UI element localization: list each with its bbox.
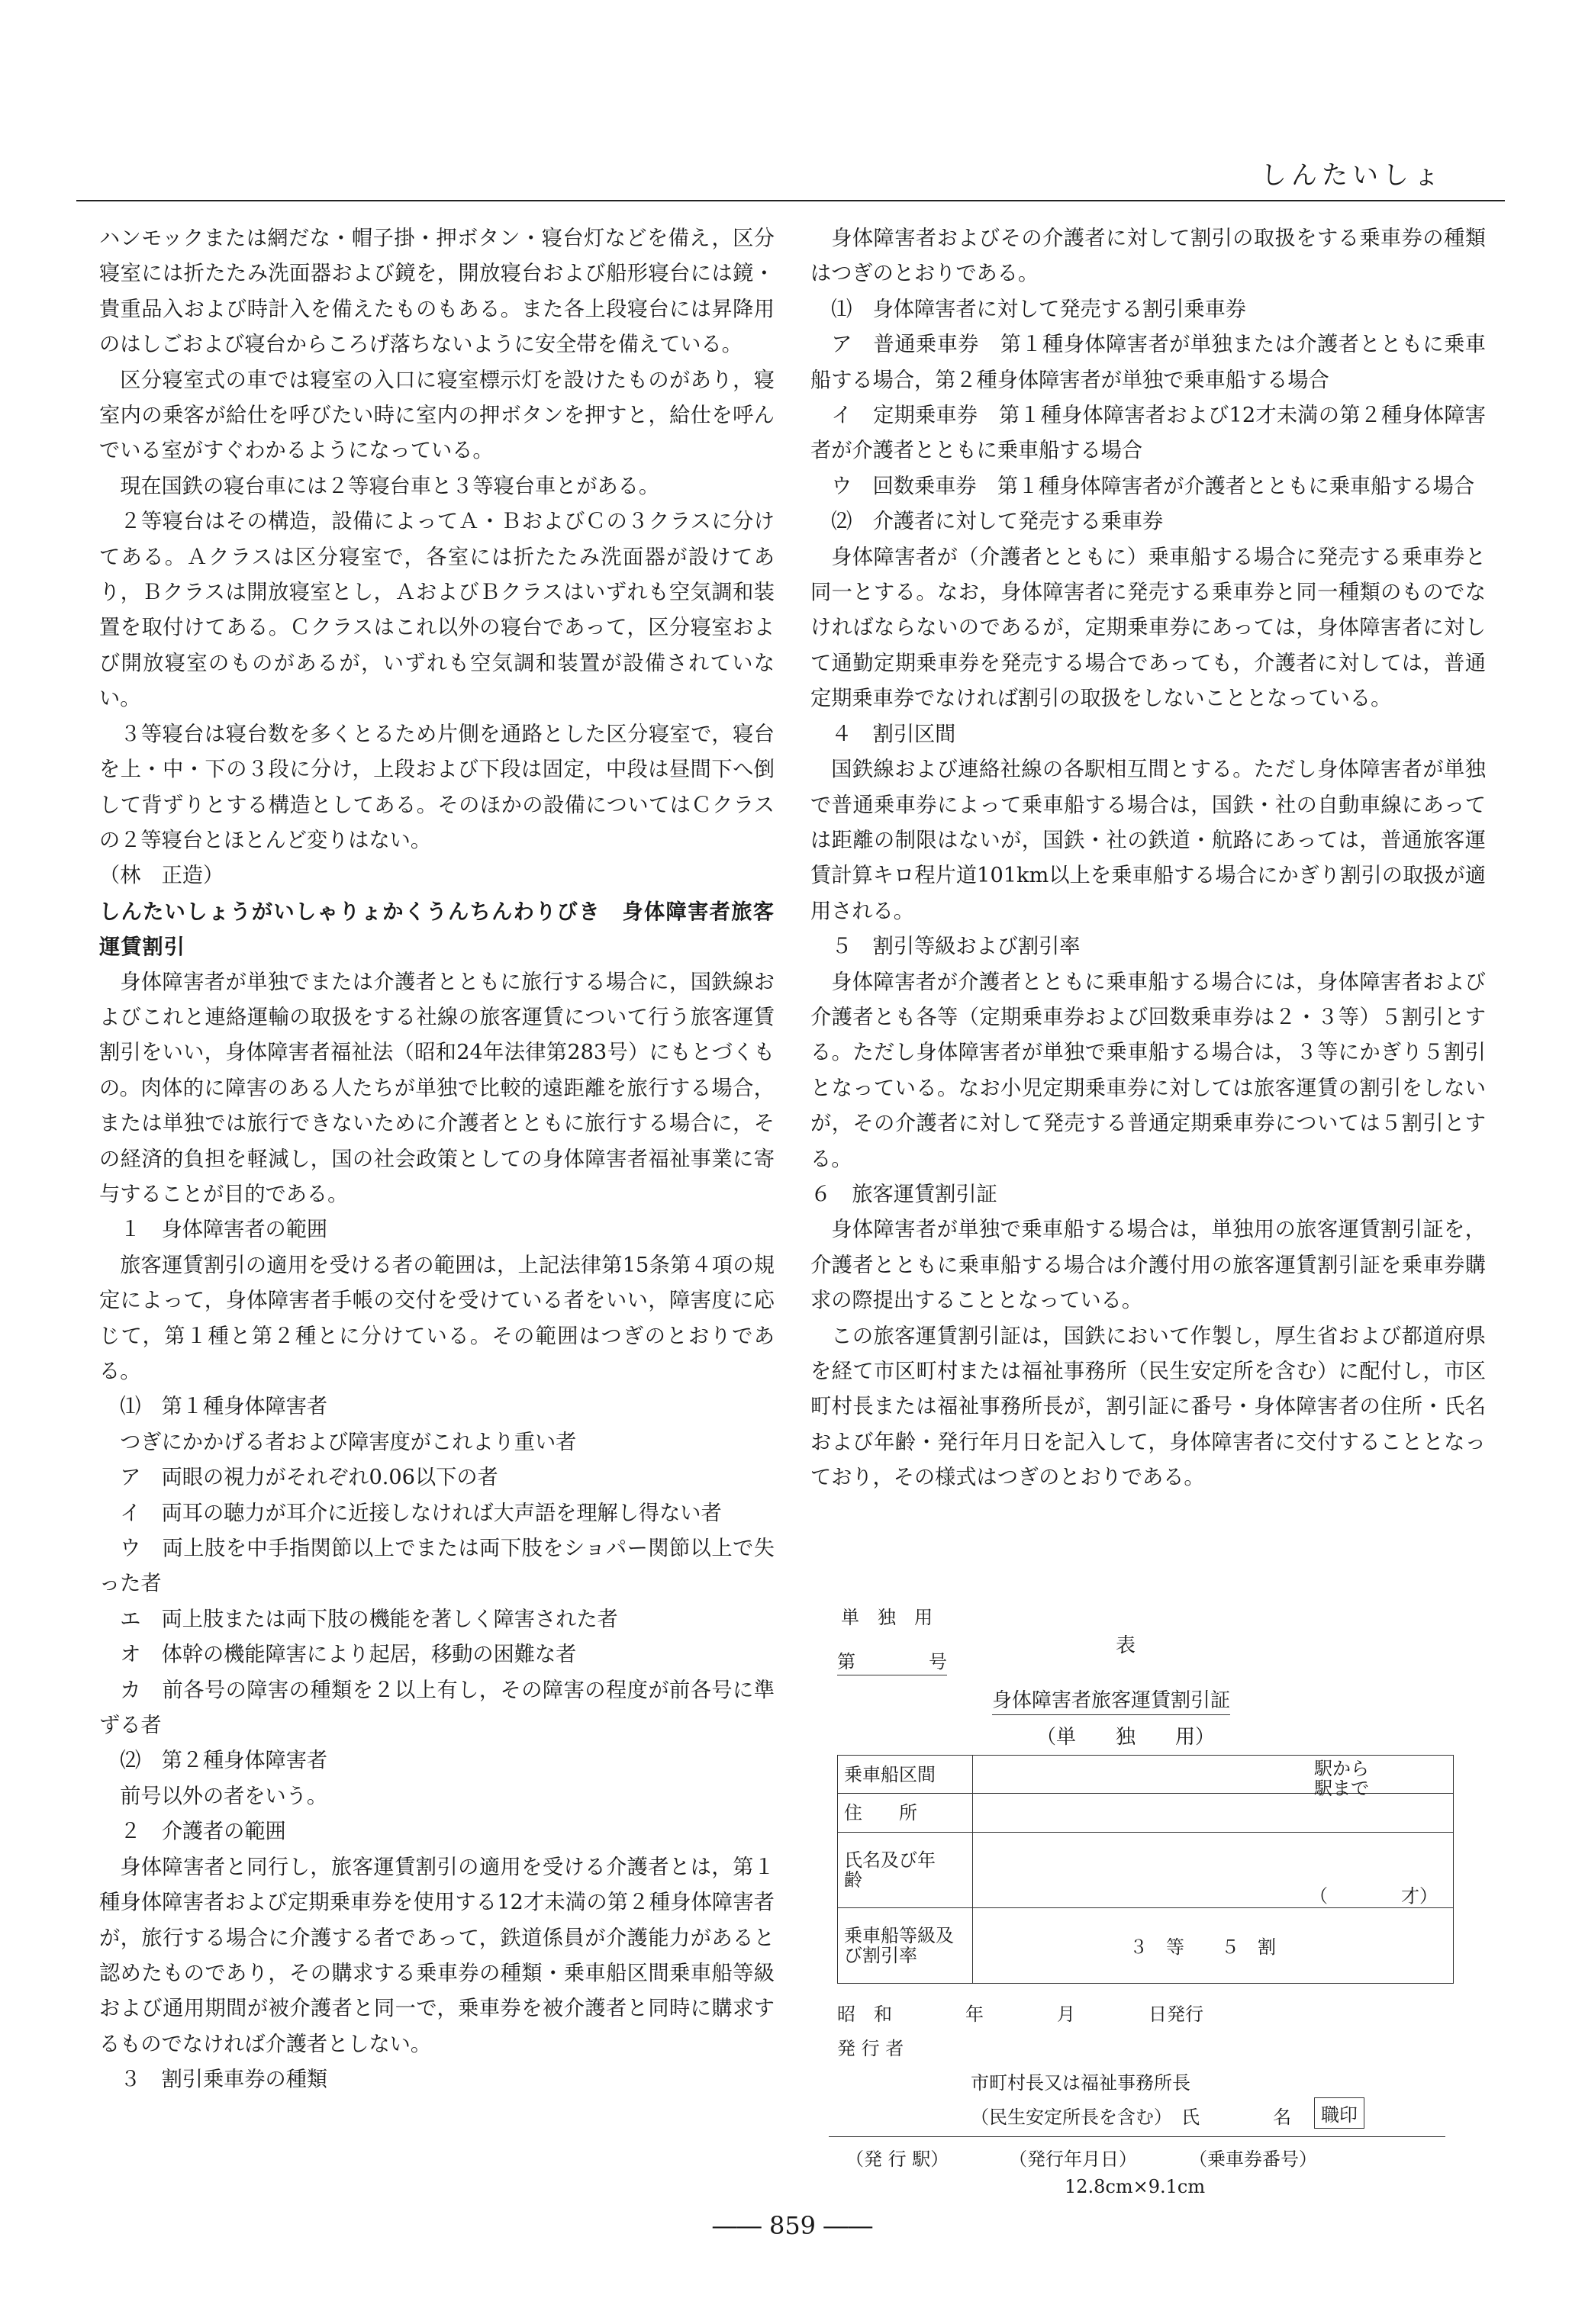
- author-credit: （林 正造）: [99, 864, 224, 888]
- paragraph: この旅客運賃割引証は，国鉄において作製し，厚生省および都道府県を経て市区町村または福祉事務所（民生安定所を含む）に配付し，市区町村長または福祉事務所長が，割引証に番号・身体障害者の住所・氏名および年齢・発行年月日を記入して，身体障害者に交付することとなっており，その様式はつぎのとおりである。: [810, 1324, 1486, 1490]
- form-issue-date: 昭 和 年 月 日発行: [837, 2004, 1203, 2025]
- form-row: [838, 1756, 1454, 1794]
- form-title: 身体障害者旅客運賃割引証: [992, 1685, 1230, 1715]
- paragraph: ハンモックまたは網だな・帽子掛・押ボタン・寝台灯などを備え，区分寝室には折たたみ洗面器および鏡を，開放寝台および船形寝台には鏡・貴重品入および時計入を備えたものもある。また各上段寝台には昇降用のはしごおよび寝台からころげ落ちないように安全帯を備えている。: [99, 227, 775, 357]
- top-rule: [76, 200, 1505, 201]
- list-item: カ 前各号の障害の種類を２以上有し，その障害の程度が前各号に準ずる者: [99, 1678, 775, 1738]
- form-issuer-label: 発 行 者: [837, 2038, 904, 2059]
- form-table-label: 表: [1116, 1634, 1136, 1657]
- paragraph: 区分寝室式の車では寝室の入口に寝室標示灯を設けたものがあり，寝室内の乗客が給仕を呼びたい時に室内の押ボタンを押すと，給仕を呼んでいる室がすぐわかるようになっている。: [99, 368, 775, 463]
- paragraph: 身体障害者と同行し，旅客運賃割引の適用を受ける介護者とは，第１種身体障害者および定期乗車券を使用する12才未満の第２種身体障害者が，旅行する場合に介護する者であって，鉄道係員が介護能力があると認めたものであり，その購求する乗車券の種類・乗車船区間乗車船等級および通用期間が被介護者と同一で，乗車券を被介護者と同時に購求するものでなければ介護者としない。: [99, 1855, 775, 2056]
- form-stub-date: （発行年月日）: [1009, 2149, 1137, 2170]
- paragraph: 身体障害者が単独で乗車船する場合は，単独用の旅客運賃割引証を，介護者とともに乗車船する場合は介護付用の旅客運賃割引証を乗車券購求の際提出することとなっている。: [810, 1218, 1486, 1313]
- form-subtitle: （単 独 用）: [1036, 1726, 1216, 1749]
- form-row-value: （ 才）: [973, 1832, 1454, 1907]
- left-column: [99, 221, 775, 2098]
- form-row: [838, 1907, 1454, 1983]
- form-mayor-line1: 市町村長又は福祉事務所長: [971, 2072, 1190, 2094]
- page-number: ―― 859 ――: [712, 2211, 873, 2240]
- section-heading: ２ 介護者の範囲: [120, 1820, 286, 1844]
- paragraph: 国鉄線および連絡社線の各駅相互間とする。ただし身体障害者が単独で普通乗車券によって乗車船する場合は，国鉄・社の自動車線にあっては距離の制限はないが，国鉄・社の鉄道・航路にあっては，普通旅客運賃計算キロ程片道101km以上を乗車船する場合にかぎり割引の取扱が適用される。: [810, 758, 1486, 923]
- list-item: ア 両眼の視力がそれぞれ0.06以下の者: [120, 1466, 498, 1490]
- form-row-value: ３ 等 ５ 割: [973, 1907, 1454, 1983]
- paragraph: 旅客運賃割引の適用を受ける者の範囲は，上記法律第15条第４項の規定によって，身体障害者手帳の交付を受けている者をいい，障害度に応じて，第１種と第２種とに分けている。その範囲はつぎのとおりである。: [99, 1253, 775, 1383]
- form-stub-rule: [829, 2136, 1445, 2137]
- list-item: オ 体幹の機能障害により起居，移動の困難な者: [120, 1643, 577, 1667]
- list-item: イ 定期乗車券 第１種身体障害者および12才未満の第２種身体障害者が介護者とともに乗車船する場合: [810, 404, 1486, 463]
- list-item: ア 普通乗車券 第１種身体障害者が単独または介護者とともに乗車船する場合，第２種身体障害者が単独で乗車船する場合: [810, 333, 1486, 392]
- paragraph: ３等寝台は寝台数を多くとるため片側を通路とした区分寝室で，寝台を上・中・下の３段に分け，上段および下段は固定，中段は昼間下へ倒して背ずりとする構造としてある。そのほかの設備についてはＣクラスの２等寝台とほとんど変りはない。: [99, 722, 775, 852]
- list-heading: ⑵ 介護者に対して発売する乗車券: [831, 510, 1164, 534]
- list-item: エ 両上肢または両下肢の機能を著しく障害された者: [120, 1607, 618, 1631]
- form-station-from: 駅から: [1314, 1758, 1369, 1779]
- headword: しんたいしょうがいしゃりょかくうんちんわりびき 身体障害者旅客運賃割引: [99, 899, 775, 960]
- paragraph: 身体障害者およびその介護者に対して割引の取扱をする乗車券の種類はつぎのとおりである。: [810, 227, 1486, 286]
- form-table: [837, 1755, 1454, 1984]
- form-row-label: 住 所: [838, 1794, 973, 1832]
- list-item: イ 両耳の聴力が耳介に近接しなければ大声語を理解し得ない者: [120, 1501, 722, 1525]
- form-station-to: 駅まで: [1314, 1778, 1369, 1799]
- list-item: ウ 回数乗車券 第１種身体障害者が介護者とともに乗車船する場合: [831, 474, 1475, 498]
- form-row-label: 氏名及び年 齢: [838, 1832, 973, 1907]
- form-row-label: 乗車船等級及び割引率: [838, 1907, 973, 1983]
- list-heading: ⑵ 第２種身体障害者: [120, 1749, 328, 1773]
- form-stub-ticket: （乗車券番号）: [1189, 2149, 1317, 2170]
- form-mayor-line2: （民生安定所長を含む） 氏 名: [971, 2107, 1291, 2128]
- form-stub-station: （発 行 駅）: [846, 2149, 949, 2170]
- section-heading: １ 身体障害者の範囲: [120, 1218, 328, 1242]
- paragraph: 身体障害者が（介護者とともに）乗車船する場合に発売する乗車券と同一とする。なお，身体障害者に発売する乗車券と同一種類のものでなければならないのであるが，定期乗車券にあっては，身体障害者に対して通勤定期乗車券を発売する場合であっても，介護者に対しては，普通定期乗車券でなければ割引の取扱をしないこととなっている。: [810, 545, 1486, 711]
- list-item: ウ 両上肢を中手指関節以上でまたは両下肢をショパー関節以上で失った者: [99, 1537, 775, 1596]
- list-heading: ⑴ 身体障害者に対して発売する割引乗車券: [831, 297, 1246, 321]
- paragraph: 現在国鉄の寝台車には２等寝台車と３等寝台車とがある。: [120, 474, 660, 498]
- form-row: [838, 1832, 1454, 1907]
- list-heading: ⑴ 第１種身体障害者: [120, 1395, 328, 1419]
- form-row-value: [973, 1756, 1454, 1799]
- paragraph: 身体障害者が介護者とともに乗車船する場合には，身体障害者および介護者とも各等（定期乗車券および回数乗車券は２・３等）５割引とする。ただし身体障害者が単独で乗車船する場合は，３等にかぎり５割引となっている。なお小児定期乗車券に対しては旅客運賃の割引をしないが，その介護者に対して発売する普通定期乗車券については５割引とする。: [810, 970, 1486, 1171]
- form-row-value: [973, 1794, 1454, 1832]
- running-head: しんたいしょ: [1261, 160, 1444, 191]
- official-seal: 職印: [1314, 2097, 1364, 2129]
- right-column: [810, 221, 1486, 1496]
- form-type-label: 単 独 用: [841, 1607, 933, 1628]
- form-number-label: 第 号: [837, 1646, 947, 1675]
- paragraph: つぎにかかげる者および障害度がこれより重い者: [120, 1430, 577, 1454]
- section-heading: ３ 割引乗車券の種類: [120, 2068, 328, 2092]
- form-size-note: 12.8cm×9.1cm: [1065, 2176, 1206, 2197]
- paragraph: ２等寝台はその構造，設備によってＡ・ＢおよびＣの３クラスに分けてある。Ａクラスは区分寝室で，各室には折たたみ洗面器が設けてあり，Ｂクラスは開放寝室とし，ＡおよびＢクラスはいずれも空気調和装置を取付けてある。Ｃクラスはこれ以外の寝台であって，区分寝室および開放寝室のものがあるが，いずれも空気調和装置が設備されていない。: [99, 510, 775, 711]
- discount-certificate-form: [810, 1602, 1486, 2182]
- form-row-label: 乗車船区間: [838, 1756, 973, 1794]
- form-row: [838, 1794, 1454, 1832]
- paragraph: 前号以外の者をいう。: [120, 1784, 328, 1808]
- paragraph: 身体障害者が単独でまたは介護者とともに旅行する場合に，国鉄線およびこれと連絡運輸の取扱をする社線の旅客運賃について行う旅客運賃割引をいい，身体障害者福祉法（昭和24年法律第283号）にもとづくもの。肉体的に障害のある人たちが単独で比較的遠距離を旅行する場合，または単独では旅行できないために介護者とともに旅行する場合に，その経済的負担を軽減し，国の社会政策としての身体障害者福祉事業に寄与することが目的である。: [99, 970, 775, 1206]
- section-heading: ５ 割引等級および割引率: [831, 935, 1081, 959]
- section-heading: ６ 旅客運賃割引証: [810, 1182, 997, 1206]
- section-heading: ４ 割引区間: [831, 722, 956, 746]
